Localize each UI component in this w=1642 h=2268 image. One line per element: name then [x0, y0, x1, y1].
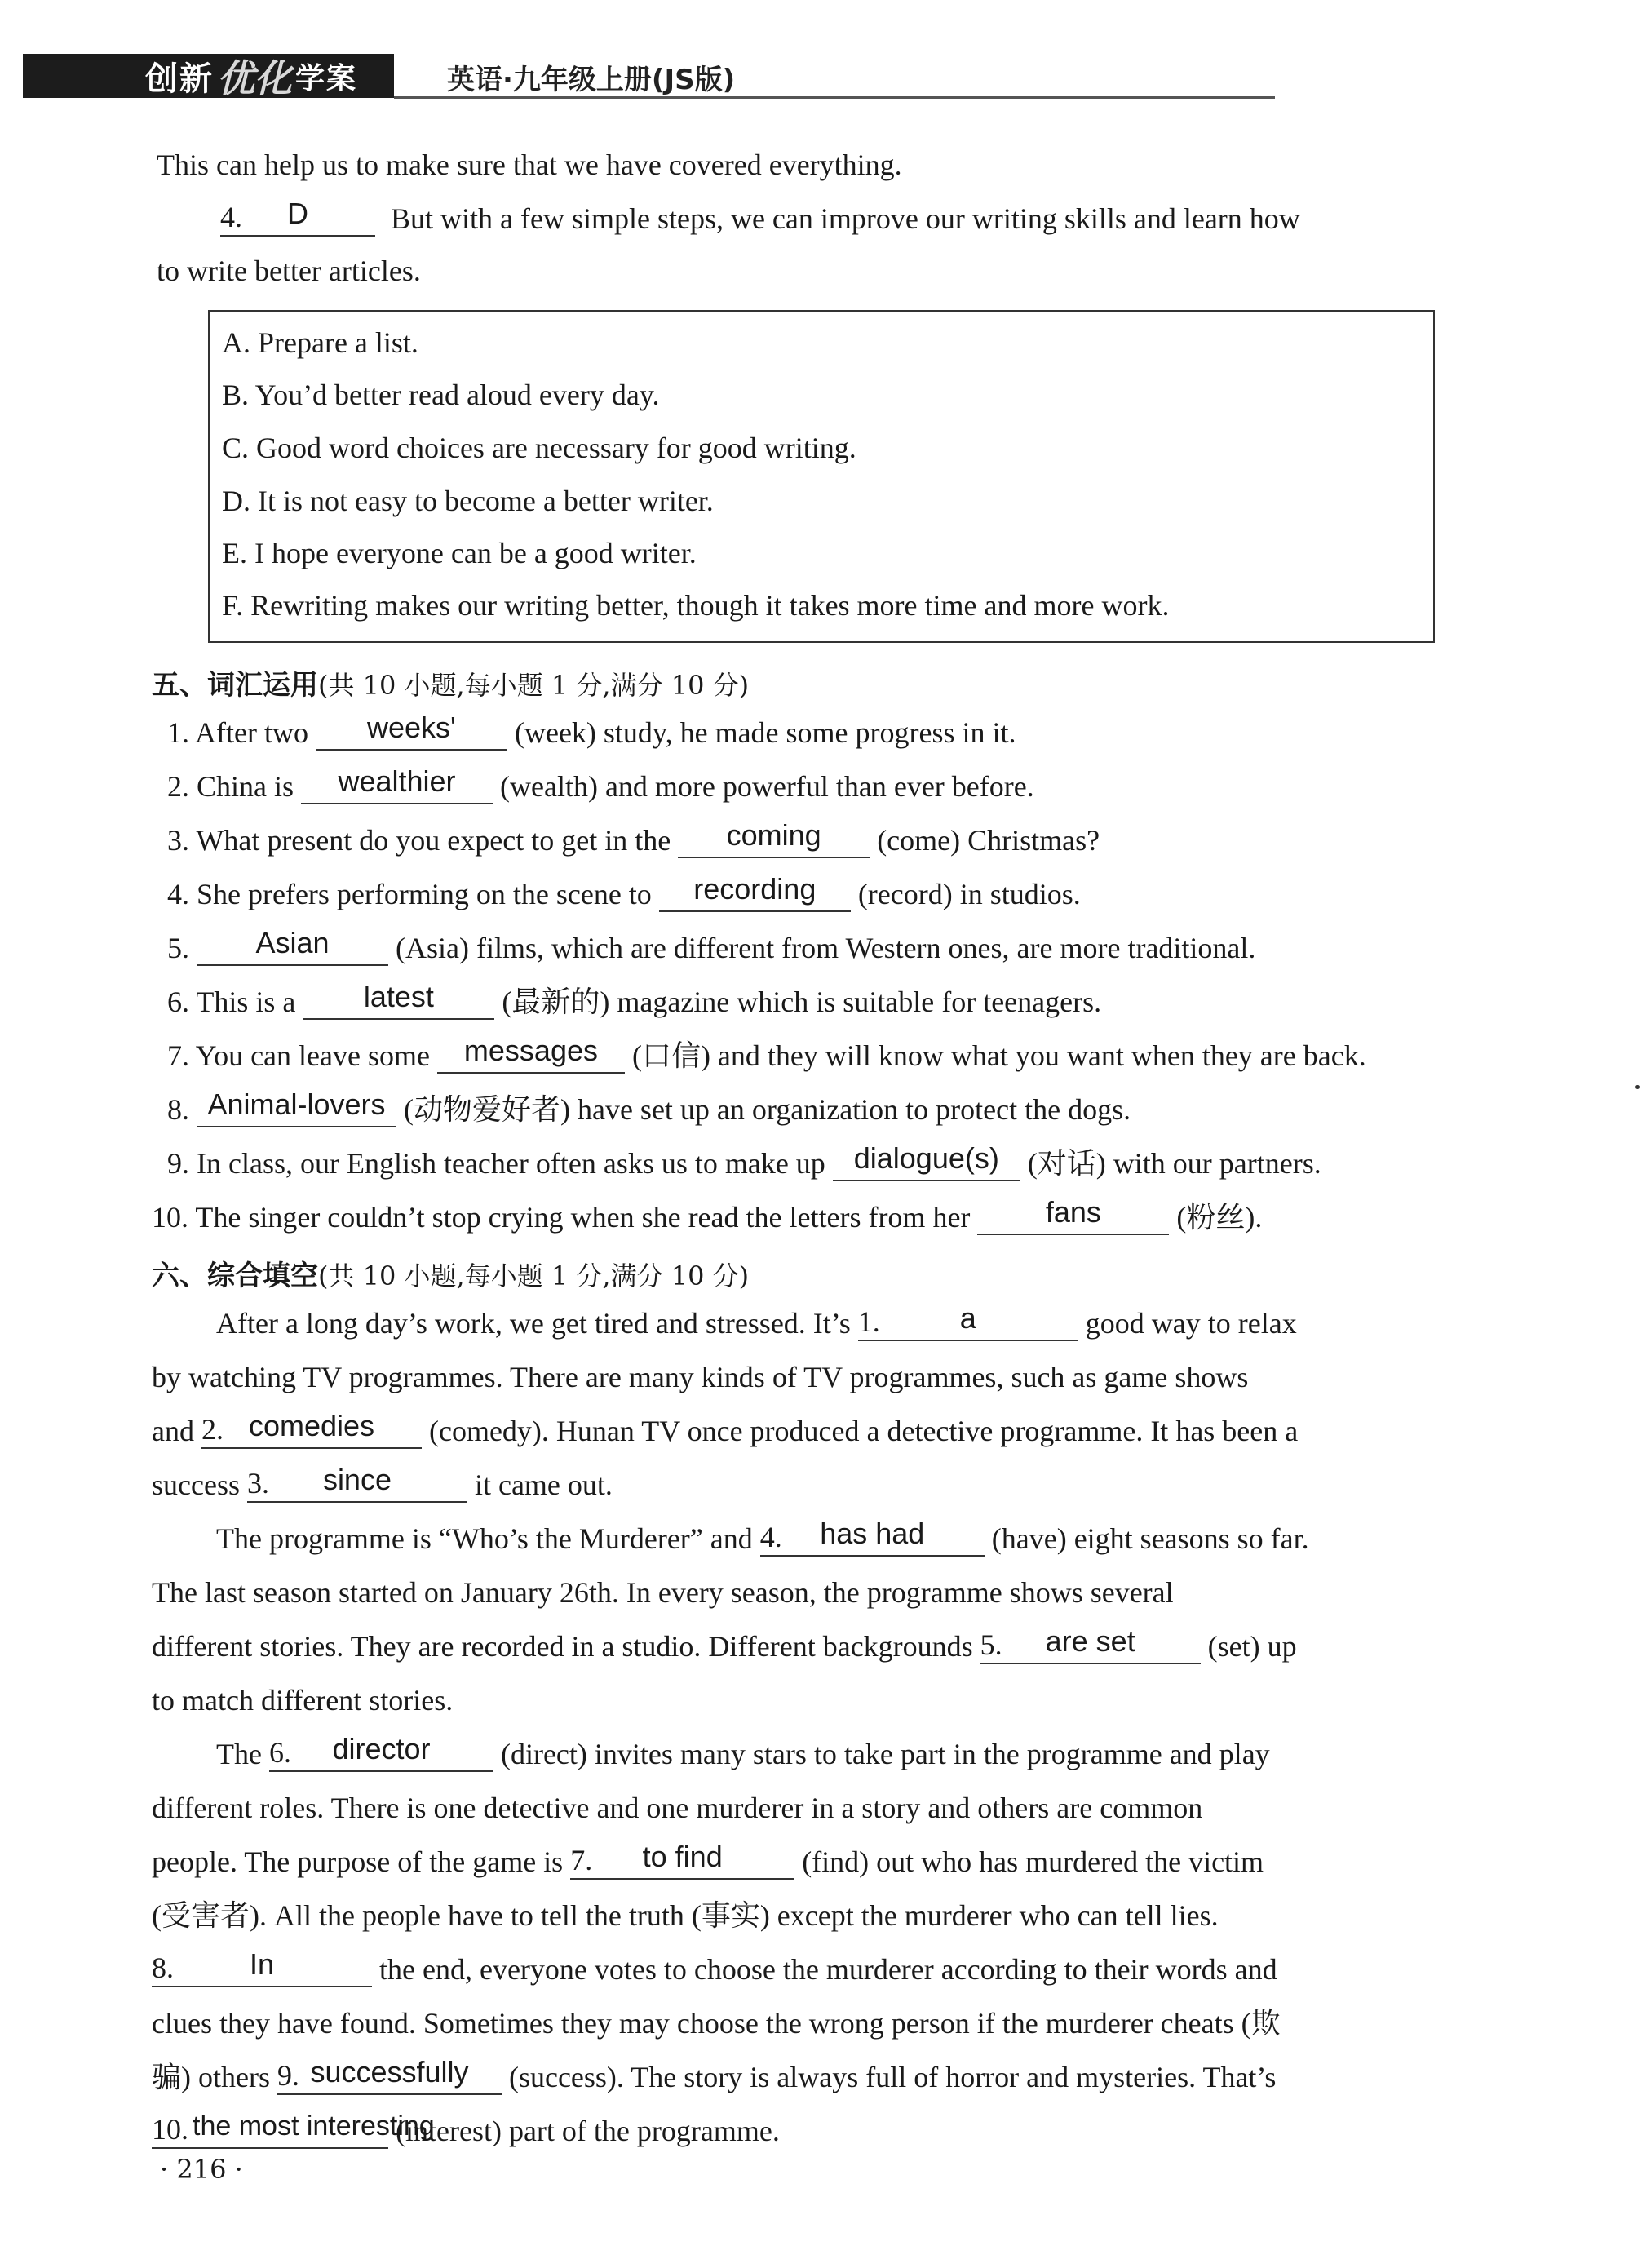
vocab-blank-2[interactable]: wealthier [301, 770, 493, 804]
brand-logo [23, 54, 394, 98]
page-number: · 216 · [160, 2154, 243, 2185]
cloze-line-10: different roles. There is one detective and one murderer in a story and others are common [152, 1792, 1203, 1824]
book-subtitle: 英语·九年级上册(JS版) [447, 64, 736, 96]
cloze-line-15: 骗) others 9. successfully (success). The story is always full of horror and mysteries. That’s [152, 2055, 1277, 2093]
option-d: D. It is not easy to become a better writer. [222, 485, 714, 517]
vocab-blank-10[interactable]: fans [977, 1201, 1169, 1235]
vocab-item-8: 8. Animal-lovers (动物爱好者) have set up an organization to protect the dogs. [167, 1087, 1131, 1126]
cloze-blank-9[interactable]: 9. successfully [277, 2061, 502, 2095]
cloze-line-11: people. The purpose of the game is 7. to find (find) out who has murdered the victim [152, 1840, 1264, 1878]
vocab-item-9: 9. In class, our English teacher often asks us to make up dialogue(s) (对话) with our partners. [167, 1141, 1321, 1180]
vocab-blank-1[interactable]: weeks' [316, 716, 507, 751]
cloze-blank-2[interactable]: 2. comedies [201, 1415, 422, 1449]
scan-mark [1635, 1085, 1640, 1089]
option-f: F. Rewriting makes our writing better, though it takes more time and more work. [222, 589, 1170, 622]
vocab-blank-8[interactable]: Animal-lovers [197, 1093, 396, 1127]
vocab-blank-3[interactable]: coming [678, 824, 870, 858]
q4-text: But with a few simple steps, we can improve our writing skills and learn how [391, 202, 1300, 235]
page-header [23, 54, 1246, 98]
vocab-item-5: 5. Asian (Asia) films, which are different from Western ones, are more traditional. [167, 926, 1256, 964]
cloze-line-9: The 6. director (direct) invites many stars to take part in the programme and play [216, 1732, 1270, 1770]
cloze-line-1: After a long day’s work, we get tired and stressed. It’s 1. a good way to relax [216, 1301, 1297, 1340]
q4-blank[interactable]: 4. D [220, 202, 375, 237]
cloze-blank-1[interactable]: 1. a [858, 1307, 1078, 1341]
brand-text-1: 创新 [145, 60, 214, 98]
vocab-item-7: 7. You can leave some messages (口信) and they will know what you want when they are back. [167, 1034, 1366, 1072]
section-6-heading: 六、综合填空(共 10 小题,每小题 1 分,满分 10 分) [152, 1260, 750, 1292]
cloze-blank-3[interactable]: 3. since [247, 1468, 467, 1503]
option-e: E. I hope everyone can be a good writer. [222, 537, 697, 569]
option-a: A. Prepare a list. [222, 326, 418, 359]
cloze-blank-8[interactable]: 8. In [152, 1953, 372, 1987]
vocab-item-6: 6. This is a latest (最新的) magazine which is suitable for teenagers. [167, 980, 1102, 1018]
brand-text-2: 优化 [217, 56, 292, 100]
vocab-item-4: 4. She prefers performing on the scene to recording (record) in studios. [167, 872, 1081, 910]
vocab-blank-5[interactable]: Asian [197, 932, 388, 966]
cloze-line-12: (受害者). All the people have to tell the truth (事实) except the murderer who can tell lies. [152, 1899, 1219, 1932]
option-b: B. You’d better read aloud every day. [222, 379, 660, 411]
option-c: C. Good word choices are necessary for good writing. [222, 432, 856, 464]
cloze-blank-10[interactable]: 10. the most interesting [152, 2115, 388, 2149]
question-4-continued: to write better articles. [157, 255, 421, 287]
vocab-item-10: 10. The singer couldn’t stop crying when she read the letters from her fans (粉丝). [152, 1195, 1263, 1234]
vocab-blank-4[interactable]: recording [659, 878, 851, 912]
cloze-line-4: success 3. since it came out. [152, 1463, 613, 1501]
cloze-line-16: 10. the most interesting (interest) part of the programme. [152, 2111, 780, 2147]
cloze-blank-5[interactable]: 5. are set [980, 1630, 1201, 1664]
vocab-item-2: 2. China is wealthier (wealth) and more powerful than ever before. [167, 764, 1034, 803]
cloze-line-7: different stories. They are recorded in a studio. Different backgrounds 5. are set (set) up [152, 1624, 1297, 1663]
cloze-line-2: by watching TV programmes. There are many kinds of TV programmes, such as game shows [152, 1361, 1249, 1393]
cloze-blank-7[interactable]: 7. to find [570, 1845, 794, 1880]
cloze-line-14: clues they have found. Sometimes they may choose the wrong person if the murderer cheats (欺 [152, 2007, 1281, 2040]
question-4-line [220, 197, 1300, 237]
q4-answer: D [287, 197, 308, 230]
vocab-blank-9[interactable]: dialogue(s) [833, 1147, 1020, 1181]
cloze-line-5: The programme is “Who’s the Murderer” and 4. has had (have) eight seasons so far. [216, 1517, 1309, 1555]
cloze-line-3: and 2. comedies (comedy). Hunan TV once produced a detective programme. It has been a [152, 1409, 1299, 1447]
vocab-item-3: 3. What present do you expect to get in the coming (come) Christmas? [167, 818, 1100, 857]
brand-text-3: 学案 [295, 61, 358, 95]
cloze-line-6: The last season started on January 26th. In every season, the programme shows several [152, 1576, 1174, 1609]
intro-line: This can help us to make sure that we have covered everything. [157, 148, 902, 181]
vocab-blank-6[interactable]: latest [303, 986, 494, 1020]
cloze-blank-4[interactable]: 4. has had [760, 1522, 985, 1557]
header-rule [394, 96, 1275, 99]
vocab-blank-7[interactable]: messages [437, 1039, 625, 1074]
vocab-item-1: 1. After two weeks' (week) study, he made some progress in it. [167, 711, 1016, 749]
section-5-heading: 五、词汇运用(共 10 小题,每小题 1 分,满分 10 分) [152, 669, 750, 702]
cloze-line-13: 8. In the end, everyone votes to choose the murderer according to their words and [152, 1947, 1277, 1986]
cloze-line-8: to match different stories. [152, 1684, 454, 1717]
cloze-blank-6[interactable]: 6. director [269, 1738, 493, 1772]
